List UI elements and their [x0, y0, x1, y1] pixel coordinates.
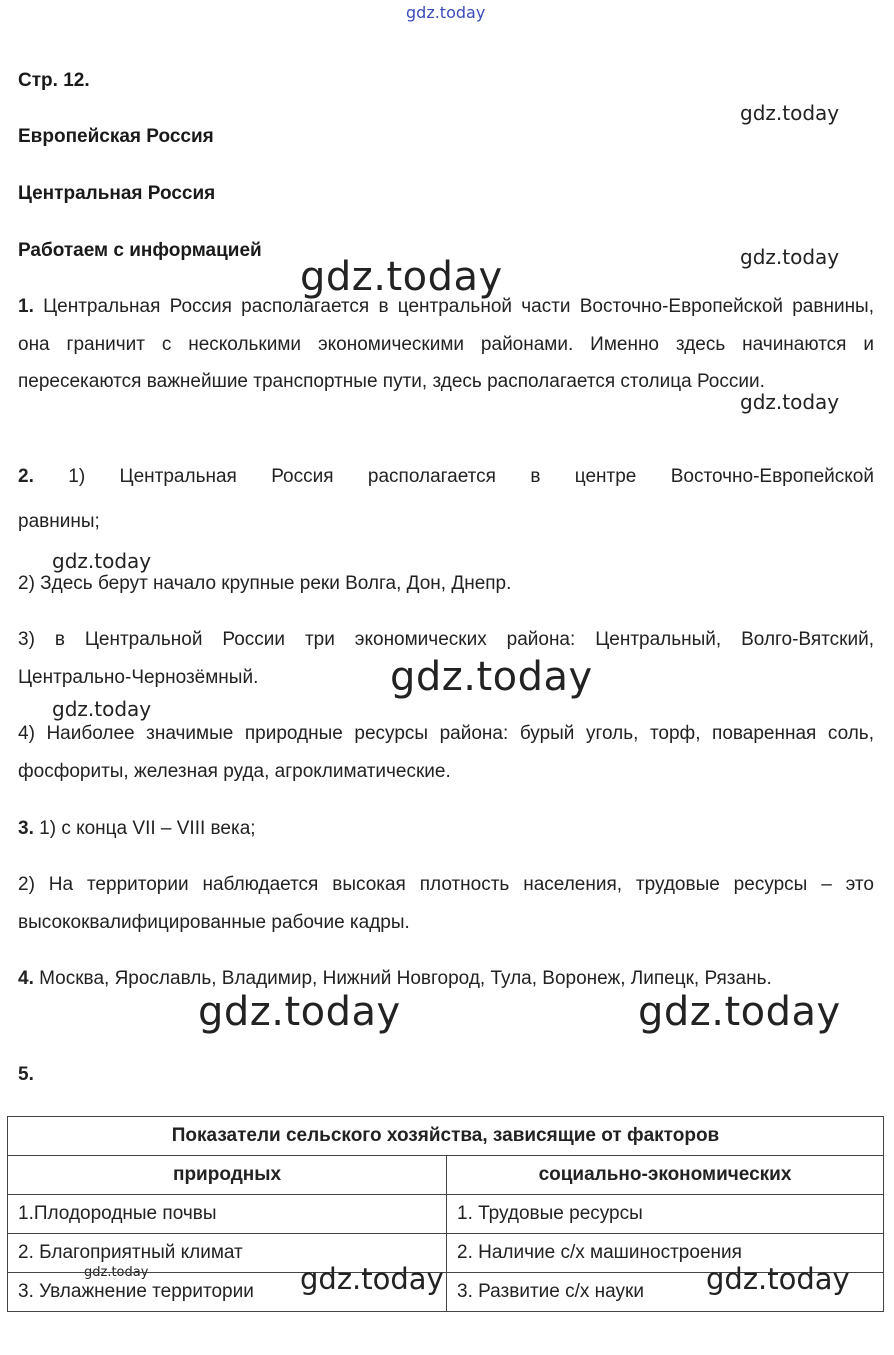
answer-1 — [18, 288, 874, 401]
watermark: gdz.today — [84, 1265, 149, 1280]
answer-3-item-2: 2) На территории наблюдается высокая плотность населения, трудовые ресурсы – это высококвалифицированные рабочие кадры. — [18, 874, 874, 933]
section-title-work: Работаем с информацией — [18, 240, 262, 261]
answer-number: 1. — [18, 296, 34, 317]
answer-2-item-1 — [18, 458, 874, 496]
answer-3-item-1 — [18, 818, 256, 840]
table-title: Показатели сельского хозяйства, зависящие от факторов — [8, 1117, 884, 1156]
answer-text: Москва, Ярославль, Владимир, Нижний Новгород, Тула, Воронеж, Липецк, Рязань. — [39, 968, 772, 989]
column-header-socioeconomic: социально-экономических — [447, 1156, 884, 1195]
watermark: gdz.today — [300, 254, 503, 300]
column-header-natural: природных — [8, 1156, 447, 1195]
table-cell: 2. Наличие с/х машиностроения — [447, 1234, 884, 1273]
table-cell: 1. Трудовые ресурсы — [447, 1195, 884, 1234]
watermark: gdz.today — [300, 1262, 444, 1296]
answer-5-number: 5. — [18, 1064, 34, 1085]
answer-number: 3. — [18, 818, 34, 839]
answer-number: 4. — [18, 968, 34, 989]
answer-2-item-1-cont: равнины; — [18, 511, 100, 532]
answer-2-item-4: 4) Наиболее значимые природные ресурсы района: бурый уголь, торф, поваренная соль, фосфориты, железная руда, агроклиматические. — [18, 723, 874, 782]
answer-text: 1) с конца VII – VIII века; — [39, 818, 256, 839]
watermark-top: gdz.today — [406, 3, 486, 22]
watermark: gdz.today — [740, 245, 840, 269]
answer-text: Центральная Россия располагается в центральной части Восточно-Европейской равнины, она граничит с несколькими экономическими районами. Именно здесь начинаются и пересекаются важнейшие транспортные пути, здесь располагается столица России. — [18, 296, 874, 392]
watermark: gdz.today — [198, 989, 401, 1035]
answer-number: 2. — [18, 466, 34, 487]
table-row — [8, 1195, 884, 1234]
answer-4 — [18, 960, 874, 998]
table-cell: 2. Благоприятный климат — [8, 1234, 447, 1273]
watermark: gdz.today — [706, 1262, 850, 1296]
section-title-central: Центральная Россия — [18, 183, 216, 204]
answer-2-item-3: 3) в Центральной России три экономических района: Центральный, Волго-Вятский, Центрально-Чернозёмный. — [18, 629, 874, 688]
watermark: gdz.today — [740, 390, 840, 414]
answer-2-item-2: 2) Здесь берут начало крупные реки Волга, Дон, Днепр. — [18, 573, 512, 594]
watermark: gdz.today — [390, 654, 593, 700]
answer-text: 1) Центральная Россия располагается в центре Восточно-Европейской — [68, 466, 874, 487]
page-reference: Стр. 12. — [18, 70, 90, 91]
watermark: gdz.today — [52, 549, 152, 573]
watermark: gdz.today — [740, 101, 840, 125]
watermark: gdz.today — [52, 697, 152, 721]
watermark: gdz.today — [638, 989, 841, 1035]
section-title-europe: Европейская Россия — [18, 126, 214, 147]
table-cell: 3. Развитие с/х науки — [447, 1273, 884, 1312]
table-cell: 1.Плодородные почвы — [8, 1195, 447, 1234]
table-title-row — [8, 1117, 884, 1156]
table-header-row — [8, 1156, 884, 1195]
table-cell: 3. Увлажнение территории — [8, 1273, 447, 1312]
